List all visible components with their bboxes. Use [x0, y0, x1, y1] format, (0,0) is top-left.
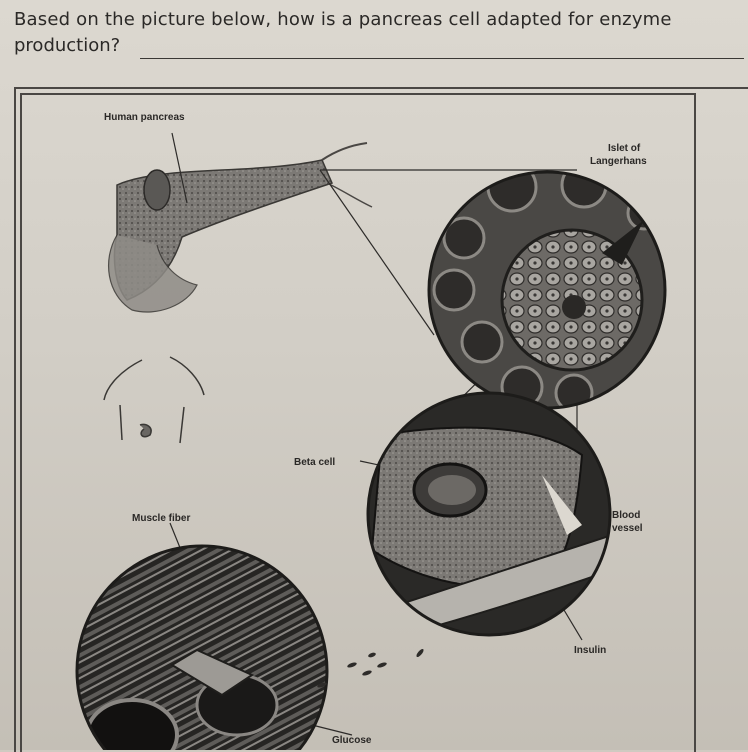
torso-outline-drawing [104, 357, 204, 443]
label-islet-line1: Islet of [608, 143, 641, 154]
question-text-continued: production? [14, 35, 121, 56]
pancreas-diagram [22, 95, 690, 750]
label-islet-line2: Langerhans [590, 156, 647, 167]
pancreas-organ-drawing [109, 143, 372, 312]
label-glucose: Glucose [332, 735, 372, 746]
label-blood-vessel-line2: vessel [612, 523, 643, 534]
answer-line[interactable] [140, 58, 744, 59]
islet-of-langerhans-magnified [427, 163, 667, 411]
label-insulin: Insulin [574, 645, 607, 656]
muscle-fiber-magnified [77, 546, 327, 750]
label-muscle-fiber: Muscle fiber [132, 513, 191, 524]
beta-cell-magnified [367, 393, 612, 645]
label-beta-cell: Beta cell [294, 457, 336, 468]
question-text: Based on the picture below, how is a pancreas cell adapted for enzyme [14, 9, 672, 30]
molecule-specks [317, 648, 425, 689]
label-blood-vessel-line1: Blood [612, 510, 641, 521]
label-human-pancreas: Human pancreas [104, 112, 185, 123]
